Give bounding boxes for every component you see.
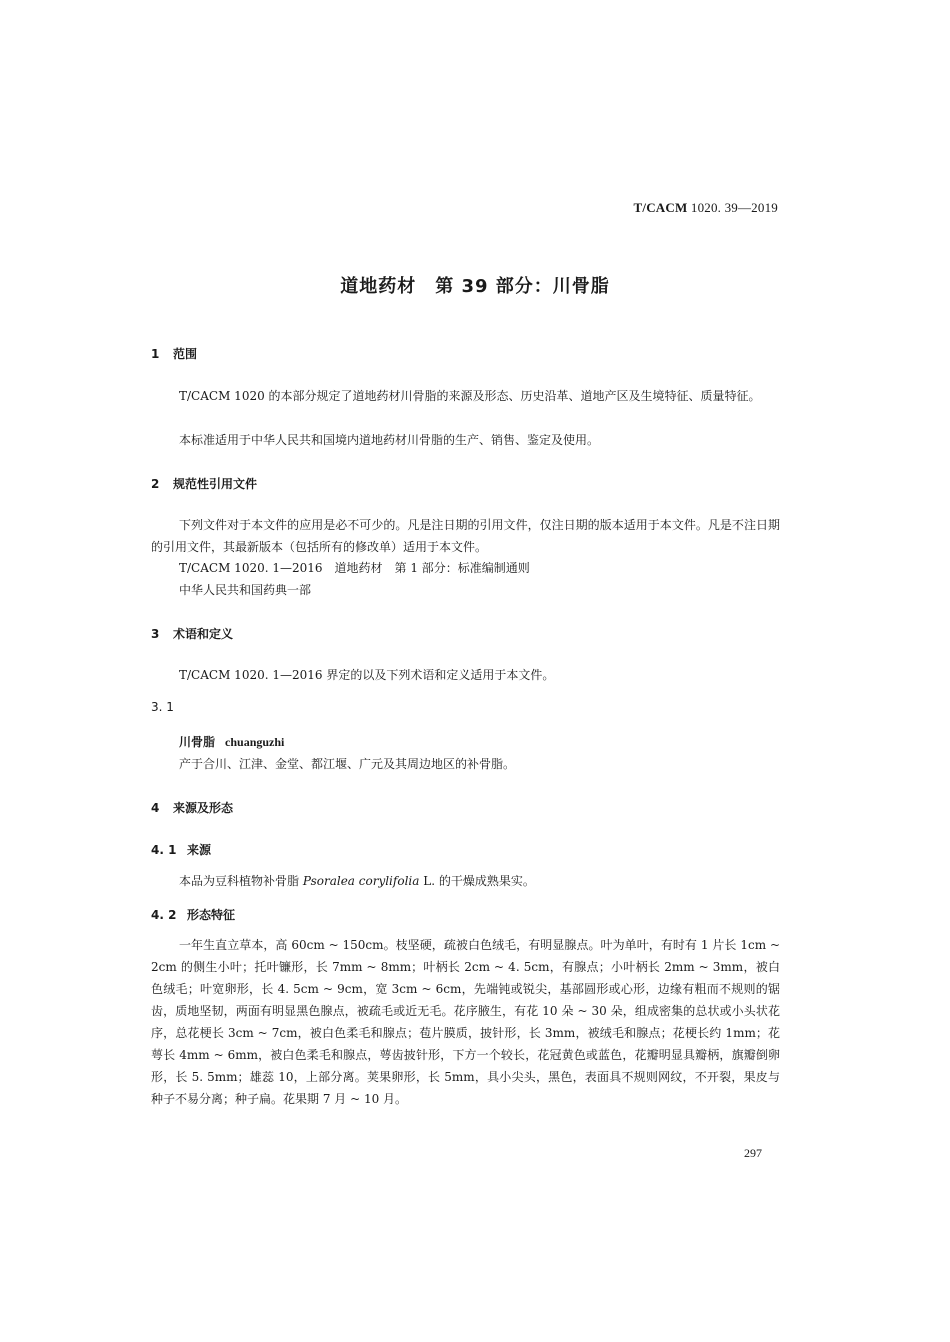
section-heading-normative-references <box>151 475 257 492</box>
reference-item-2: 中华人民共和国药典一部 <box>179 583 312 597</box>
subsection-title: 形态特征 <box>187 908 236 922</box>
paragraph-morphology: 一年生直立草本，高 60cm ~ 150cm。枝坚硬，疏被白色绒毛，有明显腺点。叶为单叶，有时有 1 片长 1cm ~ 2cm 的侧生小叶；托叶镰形，长 7mm ~ 8mm；叶柄长 2cm ~ 4. 5cm，有腺点；小叶柄长 2mm ~ 3mm，被白色绒毛；叶宽卵形，长 4. 5cm ~ 9cm，宽 3cm ~ 6cm，先端钝或锐尖，基部圆形或心形，边缘有粗而不规则的锯齿，质地坚韧，两面有明显黑色腺点，被疏毛或近无毛。花序腋生，有花 10 朵 ~ 30 朵，组成密集的总状或小头状花序，总花梗长 3cm ~ 7cm，被白色柔毛和腺点；苞片膜质，披针形，长 3mm，被绒毛和腺点；花梗长约 1mm；花萼长 4mm ~ 6mm，被白色柔毛和腺点，萼齿披针形，下方一个较长，花冠黄色或蓝色，花瓣明显具瓣柄，旗瓣倒卵形，长 5. 5mm；雄蕊 10，上部分离。荚果卵形，长 5mm，具小尖头，黑色，表面具不规则网纹，不开裂，果皮与种子不易分离；种子扁。花果期 7 月 ~ 10 月。 <box>151 938 781 1106</box>
source-text-end: L. 的干燥成熟果实。 <box>419 874 535 888</box>
section-number: 2 <box>151 477 160 491</box>
section-title: 术语和定义 <box>173 627 234 641</box>
subsection-title: 来源 <box>187 843 212 857</box>
term-chinese: 川骨脂 <box>179 735 216 749</box>
source-text-start: 本品为豆科植物补骨脂 <box>179 874 303 888</box>
section-number: 3 <box>151 627 160 641</box>
section-title: 规范性引用文件 <box>173 477 258 491</box>
paragraph-references: 下列文件对于本文件的应用是必不可少的。凡是注日期的引用文件，仅注日期的版本适用于本文件。凡是不注日期的引用文件，其最新版本（包括所有的修改单）适用于本文件。 <box>151 518 780 554</box>
section-title: 来源及形态 <box>173 801 234 815</box>
section-heading-scope <box>151 345 197 362</box>
term-entry <box>179 731 284 753</box>
standard-code-number: 1020. 39—2019 <box>687 200 778 215</box>
paragraph-scope-1: T/CACM 1020 的本部分规定了道地药材川骨脂的来源及形态、历史沿革、道地产区及生境特征、质量特征。 <box>179 389 761 403</box>
paragraph-source <box>179 870 535 892</box>
subsection-heading-source <box>151 841 211 858</box>
section-heading-terms <box>151 625 233 642</box>
latin-name: Psoralea corylifolia <box>302 874 420 888</box>
reference-item-1: T/CACM 1020. 1—2016 道地药材 第 1 部分：标准编制通则 <box>179 561 530 575</box>
subsection-heading-morphology <box>151 906 235 923</box>
subsection-number: 4. 1 <box>151 843 177 857</box>
section-number: 1 <box>151 347 160 361</box>
page-title: 道地药材 第 39 部分：川骨脂 <box>340 276 610 297</box>
section-title: 范围 <box>173 347 198 361</box>
section-heading-source-morphology <box>151 799 233 816</box>
section-number: 4 <box>151 801 160 815</box>
standard-code <box>634 200 778 216</box>
subsection-number-3-1: 3. 1 <box>151 700 174 714</box>
standard-code-prefix: T/CACM <box>633 200 688 215</box>
paragraph-terms: T/CACM 1020. 1—2016 界定的以及下列术语和定义适用于本文件。 <box>179 668 555 682</box>
term-pinyin: chuanguzhi <box>225 735 285 749</box>
paragraph-scope-2: 本标准适用于中华人民共和国境内道地药材川骨脂的生产、销售、鉴定及使用。 <box>179 433 600 447</box>
subsection-number: 4. 2 <box>151 908 177 922</box>
term-definition: 产于合川、江津、金堂、都江堰、广元及其周边地区的补骨脂。 <box>179 757 516 771</box>
page-number: 297 <box>744 1146 762 1160</box>
